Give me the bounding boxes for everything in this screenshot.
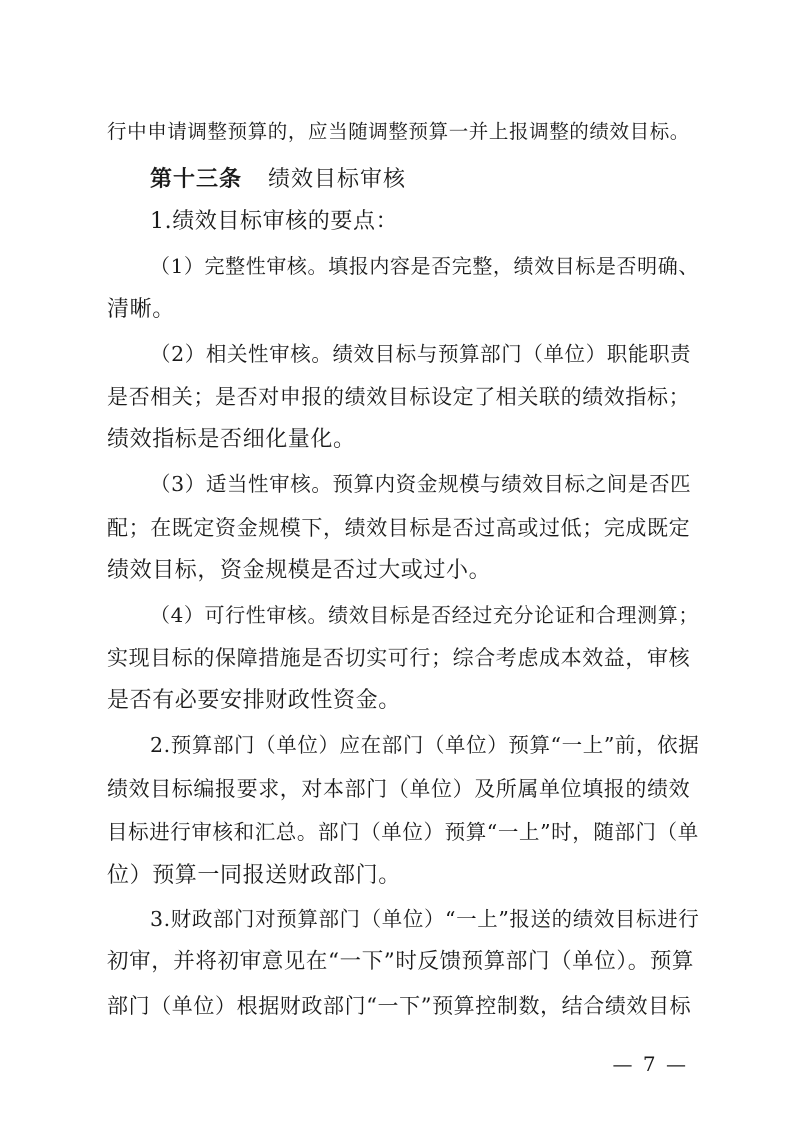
text-line: （1）完整性审核。填报内容是否完整，绩效目标是否明确、 (150, 254, 699, 278)
text-line: （3）适当性审核。预算内资金规模与绩效目标之间是否匹 (150, 472, 692, 496)
text-line: 行中申请调整预算的，应当随调整预算一并上报调整的绩效目标。 (107, 120, 690, 143)
article-number: 第十三条 (150, 166, 243, 192)
text-line: 配；在既定资金规模下，绩效目标是否过高或过低；完成既定 (107, 516, 691, 540)
text-line: 绩效目标，资金规模是否过大或过小。 (107, 558, 492, 583)
text-line: 是否有必要安排财政性资金。 (107, 688, 401, 713)
text-line: 3.财政部门对预算部门（单位）“一上”报送的绩效目标进行 (150, 907, 700, 931)
text-line: 部门（单位）根据财政部门“一下”预算控制数，结合绩效目标 (107, 994, 692, 1018)
text-line: 是否相关；是否对申报的绩效目标设定了相关联的绩效指标； (107, 385, 691, 409)
page-number: — 7 — (612, 1052, 688, 1076)
text-line: 目标进行审核和汇总。部门（单位）预算“一上”时，随部门（单 (107, 820, 699, 844)
text-line: 绩效目标编报要求，对本部门（单位）及所属单位填报的绩效 (107, 777, 691, 801)
text-line: 实现目标的保障措施是否切实可行；综合考虑成本效益，审核 (107, 646, 691, 670)
text-line: 2.预算部门（单位）应在部门（单位）预算“一上”前，依据 (150, 733, 700, 757)
text-line: 位）预算一同报送财政部门。 (107, 863, 401, 888)
text-line: 初审，并将初审意见在“一下”时反馈预算部门（单位）。预算 (107, 949, 695, 974)
text-line: （2）相关性审核。绩效目标与预算部门（单位）职能职责 (150, 342, 692, 366)
article-title: 绩效目标审核 (268, 167, 407, 192)
text-line: （4）可行性审核。绩效目标是否经过充分论证和合理测算； (150, 603, 699, 627)
article-heading (150, 164, 406, 195)
text-line: 绩效指标是否细化量化。 (107, 427, 356, 452)
text-line: 1.绩效目标审核的要点： (150, 209, 399, 234)
text-line: 清晰。 (107, 297, 175, 322)
